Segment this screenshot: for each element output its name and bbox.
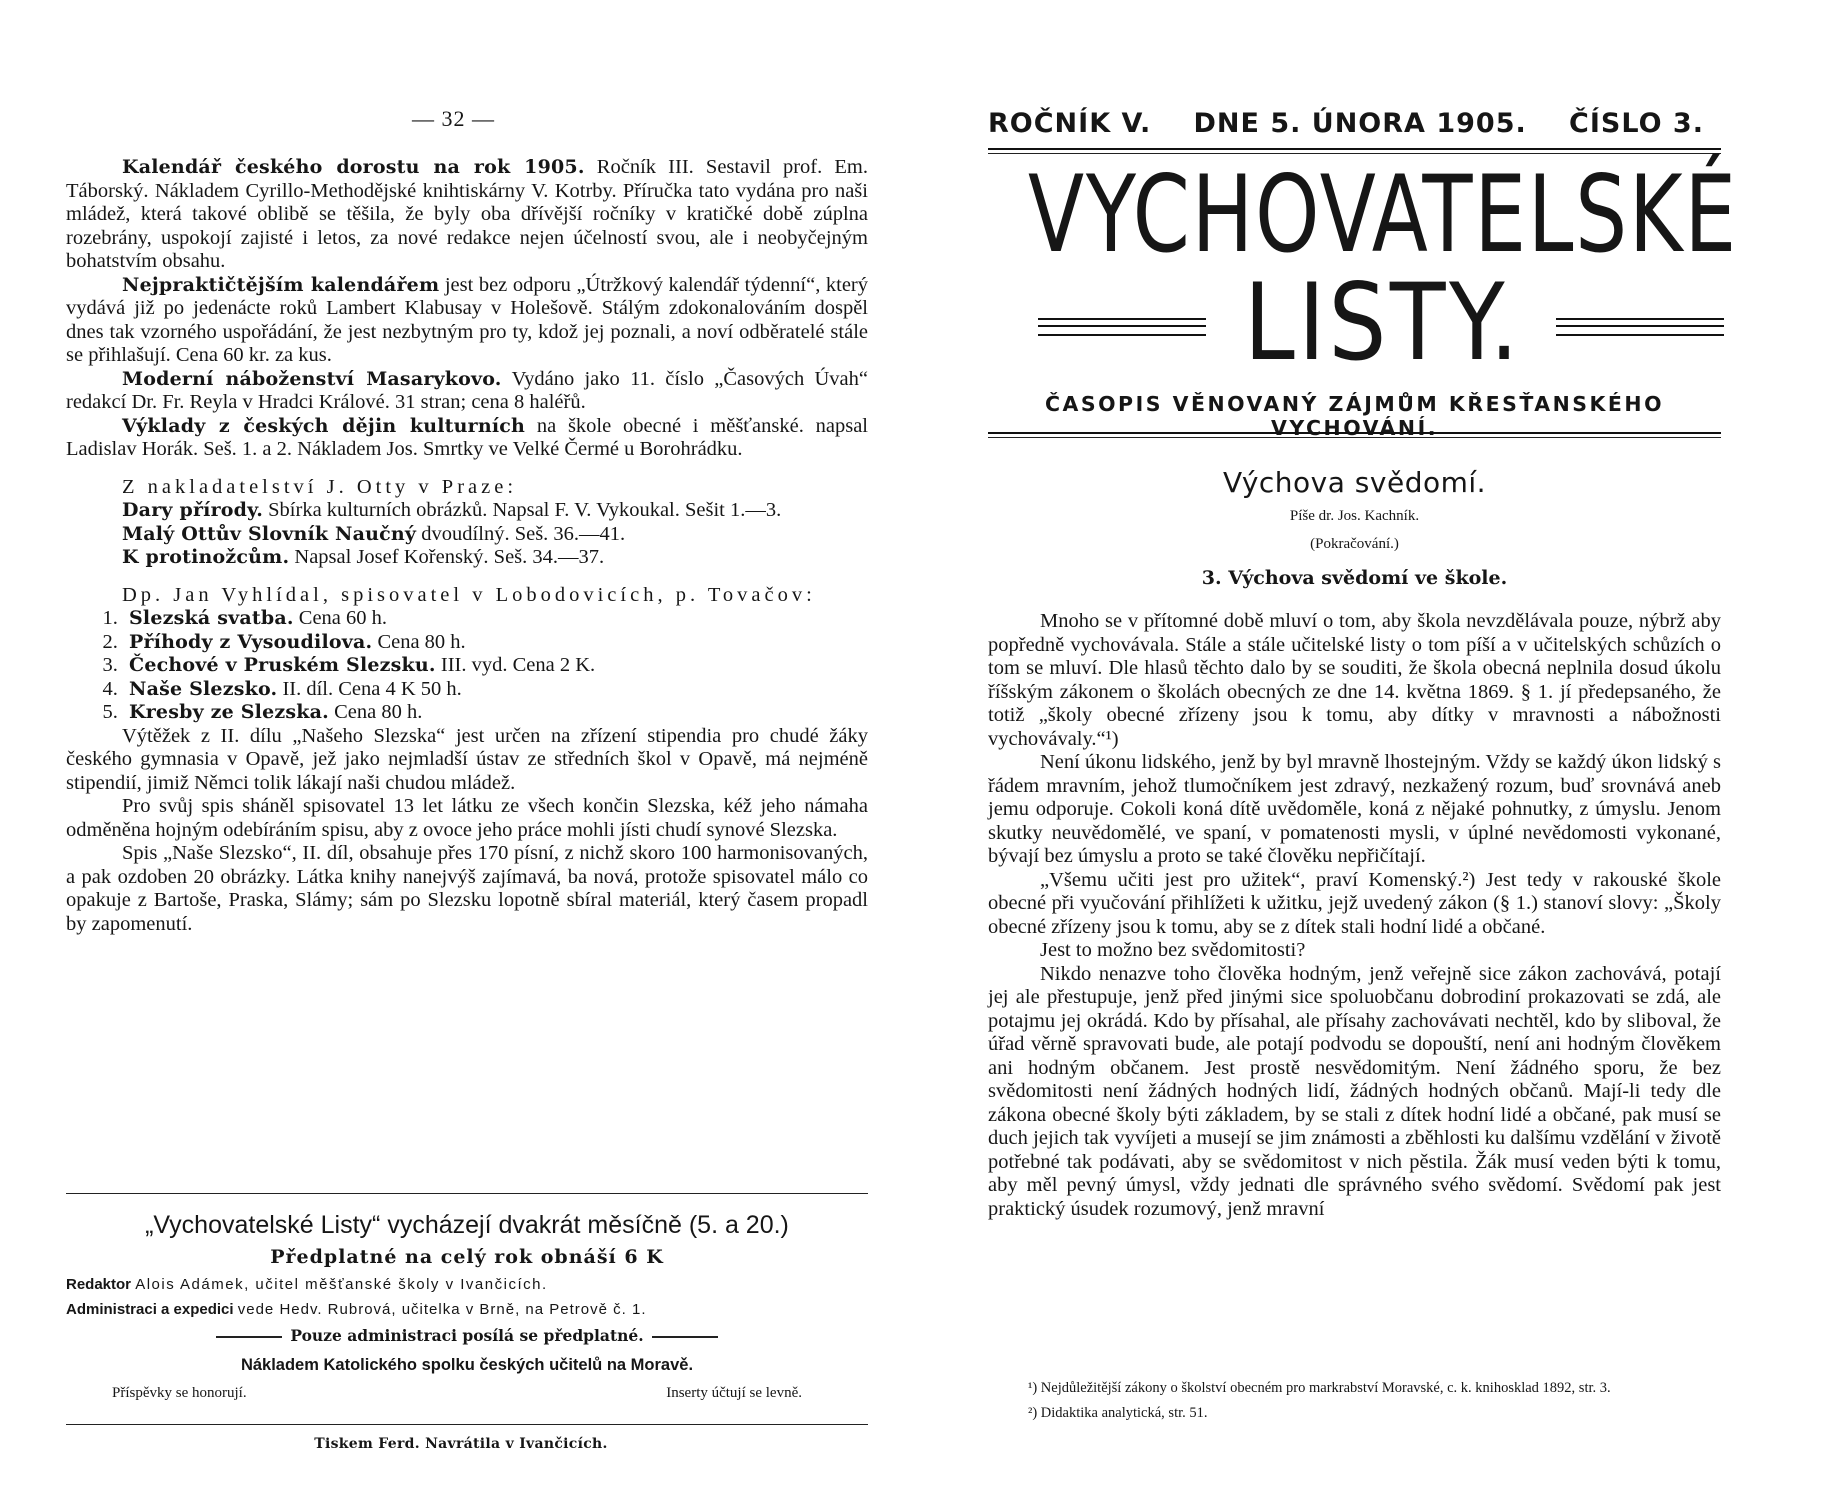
section-heading: 3. Výchova svědomí ve škole.: [1201, 567, 1508, 589]
journal-title-line1: VYCHOVATELSKÉ: [1028, 153, 1738, 276]
footnote: ¹) Nejdůležitější zákony o školství obecném pro markrabství Moravské, c. k. knihosklad 1892, str. 3.: [1028, 1380, 1611, 1396]
footnotes: [988, 1378, 1721, 1428]
article-continued: (Pokračování.): [1310, 536, 1399, 552]
paragraph-spis-shanel: Pro svůj spis sháněl spisovatel 13 let látku ze všech končin Slezska, kéž jeho námaha odměněna hojným odebíráním spisu, aby z ovoce jeho práce mohli jísti chudí synové Slezska.: [66, 795, 868, 841]
notices-column: [66, 156, 868, 936]
subscription-headline: „Vychovatelské Listy“ vycházejí dvakrát měsíčně (5. a 20.): [145, 1211, 789, 1239]
divider: [988, 148, 1721, 150]
notice-utrzkovy-kalendar: Nejpraktičtějším kalendářem jest bez odporu „Útržkový kalendář týdenní“, který vydává již po jedenácte roků Lambert Klabusay v Holešově. Stálým zdokonalováním dospěl dnes tak vzorného uspořádání, že jest nezbytným pro ty, kdož jej poznali, a noví odběratelé stále se přihlašují. Cena 60 kr. za kus.: [66, 273, 869, 366]
paragraph-nase-slezsko: Spis „Naše Slezsko“, II. díl, obsahuje přes 170 písní, z nichž skoro 100 harmonisovaných, a pak ozdoben 20 obrázky. Látka knihy nanejvýš zajímavá, ba nová, protože spisovatel málo co opakuje z Bartoše, Praska, Slámy; sám po Slezsku lopotně sbíral materiál, který časem propadl by zapomenutí.: [66, 842, 868, 935]
divider: [66, 1424, 868, 1425]
list-item: 5. Kresby ze Slezska. Cena 80 h.: [123, 701, 868, 725]
volume-label: ROČNÍK V.: [988, 108, 1152, 139]
article-paragraph: Jest to možno bez svědomitosti?: [1040, 939, 1306, 961]
subscriptions-note: Pouze administraci posílá se předplatné.: [66, 1322, 868, 1350]
issue-date: DNE 5. ÚNORA 1905.: [1193, 108, 1527, 139]
fees-line: Příspěvky se honorují. Inserty účtují se levně.: [112, 1385, 802, 1401]
notice-vyklady: Výklady z českých dějin kulturních na škole obecné i měšťanské. napsal Ladislav Horák. Seš. 1. a 2. Nákladem Jos. Smrtky ve Velké Čermé u Borohrádku.: [66, 414, 868, 460]
page-number: — 32 —: [412, 106, 495, 131]
list-item: 1. Slezská svatba. Cena 60 h.: [123, 607, 868, 631]
notice-dary-prirody: Dary přírody. Sbírka kulturních obrázků. Napsal F. V. Vykoukal. Sešit 1.—3.: [122, 499, 782, 521]
publisher-otto-heading: Z nakladatelství J. Otty v Praze:: [122, 475, 518, 498]
article-byline: Píše dr. Jos. Kachník.: [1289, 508, 1420, 524]
notice-kalendar-dorostu: Kalendář českého dorostu na rok 1905. Ročník III. Sestavil prof. Em. Táborský. Nákladem Cyrillo-Methodějské knihtiskárny V. Kotrby. Příručka tato vydána pro naši mládež, která takové oblibě se těšila, že byly oba dřívější ročníky v kratičké době zúplna rozebrány, uspokojí zajisté i letos, za nové redakce nejen účelností svou, ale i neobyčejným bohatstvím obsahu.: [66, 156, 869, 272]
article-paragraph: Mnoho se v přítomné době mluví o tom, aby škola nevzdělávala pouze, nýbrž aby popředně vychovávala. Stále a stále učitelské listy o tom píší a v učitelských schůzích o tom se mluví. Dle hlasů těchto dalo by se souditi, že škola obecná neplnila dosud úkolu říšským zákonem o školách obecných ze dne 14. května 1869. § 1. jí předepsaného, že totiž „školy obecné zřízeny jsou k tomu, aby dítky v mravnosti a nábožnosti vychovávaly.“¹): [988, 610, 1721, 750]
list-item: 3. Čechové v Pruském Slezsku. III. vyd. Cena 2 K.: [123, 654, 868, 678]
paragraph-vytezek: Výtěžek z II. dílu „Našeho Slezska“ jest určen na zřízení stipendia pro chudé žáky českého gymnasia v Opavě, jež jako nejmladší ústav ze středních škol v Opavě, má nejméně stipendií, jimiž Němci tolik lákají naši chudou mládež.: [66, 724, 868, 794]
journal-subtitle: ČASOPIS VĚNOVANÝ ZÁJMŮM KŘESŤANSKÉHO VYCHOVÁNÍ.: [1044, 392, 1665, 440]
divider: [66, 1193, 868, 1194]
issue-number: ČÍSLO 3.: [1569, 108, 1704, 139]
notice-ottuv-slovnik: Malý Ottův Slovník Naučný dvoudílný. Seš. 36.—41.: [122, 522, 626, 545]
printer-line: Tiskem Ferd. Navrátila v Ivančicích.: [314, 1436, 608, 1452]
article-header: [988, 464, 1721, 598]
journal-title-line2: LISTY.: [1243, 261, 1523, 384]
divider: [988, 437, 1721, 438]
notice-protinozci: K protinožcům. Napsal Josef Kořenský. Seš. 34.—37.: [122, 546, 605, 568]
title-ornament-right: [1556, 318, 1724, 336]
notice-masaryk: Moderní náboženství Masarykovo. Vydáno jako 11. číslo „Časových Úvah“ redakcí Dr. Fr. Reyla v Hradci Králové. 31 stran; cena 8 haléřů.: [66, 367, 868, 413]
list-item: 2. Příhody z Vysoudilova. Cena 80 h.: [123, 631, 868, 655]
subscription-price: Předplatné na celý rok obnáší 6 K: [270, 1246, 664, 1268]
author-vyhlidal-heading: Dp. Jan Vyhlídal, spisovatel v Lobodovicích, p. Tovačov:: [122, 583, 816, 606]
article-paragraph: Nikdo nenazve toho člověka hodným, jenž veřejně sice zákon zachovává, potají jej ale přestupuje, jenž před jinými sice spoluobčanu dobrodiní prokazovati se zdá, ale potajmu jej okrádá. Kdo by přísahal, ale přísahy zachovávati nechtěl, kdo by sliboval, že úřad věrně spravovati bude, ale potají podvodu se dopouští, není ani hodným člověkem ani hodným občanem. Jest prostě nesvědomitým. Není žádného sporu, že bez svědomitosti není žádných hodných lidí, žádných hodných občanů. Mají-li tedy dle zákona obecné školy býti základem, by se stali z dítek hodní lidé a občané, pak musí se duch jejich tak vyvíjeti a musejí se jim známosti a zběhlosti ku dalšímu vzdělání v životě potřebné tak podávati, aby se svědomitost v nich pěstila. Žák musí veden býti k tomu, aby měl pevný úmysl, vždy jednati dle správného svého svědomí. Svědomí pak jest praktický úsudek rozumový, jenž mravní: [988, 962, 1721, 1220]
article-paragraph: „Všemu učiti jest pro užitek“, praví Komenský.²) Jest tedy v rakouské škole obecné při vyučování přihlížeti k užitku, jejž uvedený zákon (§ 1.) stanoví slovy: „Školy obecné zřízeny jsou k tomu, aby se z dítek stali hodní lidé a občané.: [988, 868, 1721, 938]
book-list: [66, 607, 868, 725]
footnote: ²) Didaktika analytická, str. 51.: [1028, 1405, 1208, 1421]
article-paragraph: Není úkonu lidského, jenž by byl mravně lhostejným. Vždy se každý úkon lidský s řádem mravním, jehož tlumočníkem jest zdravý, nezkažený rozum, buď srovnává aneb jemu odporuje. Cokoli koná dítě uvědoměle, koná z nějaké pohnutky, z úmyslu. Jenom skutky neuvědomělé, ve spaní, v pomatenosti mysli, v úplné nevědomosti vykonané, bývají bez úmyslu a proto se také člověku nepřičítají.: [988, 751, 1721, 867]
masthead: [988, 108, 1704, 139]
publisher-line: Nákladem Katolického spolku českých učitelů na Moravě.: [240, 1356, 694, 1374]
administration-line: Administraci a expedici vede Hedv. Rubrová, učitelka v Brně, na Petrově č. 1.: [66, 1301, 647, 1318]
subscription-box: [66, 1208, 868, 1406]
divider: [988, 432, 1721, 434]
article-body: [988, 610, 1721, 1221]
editor-line: Redaktor Alois Adámek, učitel měšťanské školy v Ivančicích.: [66, 1276, 548, 1293]
article-title: Výchova svědomí.: [1222, 466, 1487, 499]
list-item: 4. Naše Slezsko. II. díl. Cena 4 K 50 h.: [123, 678, 868, 702]
